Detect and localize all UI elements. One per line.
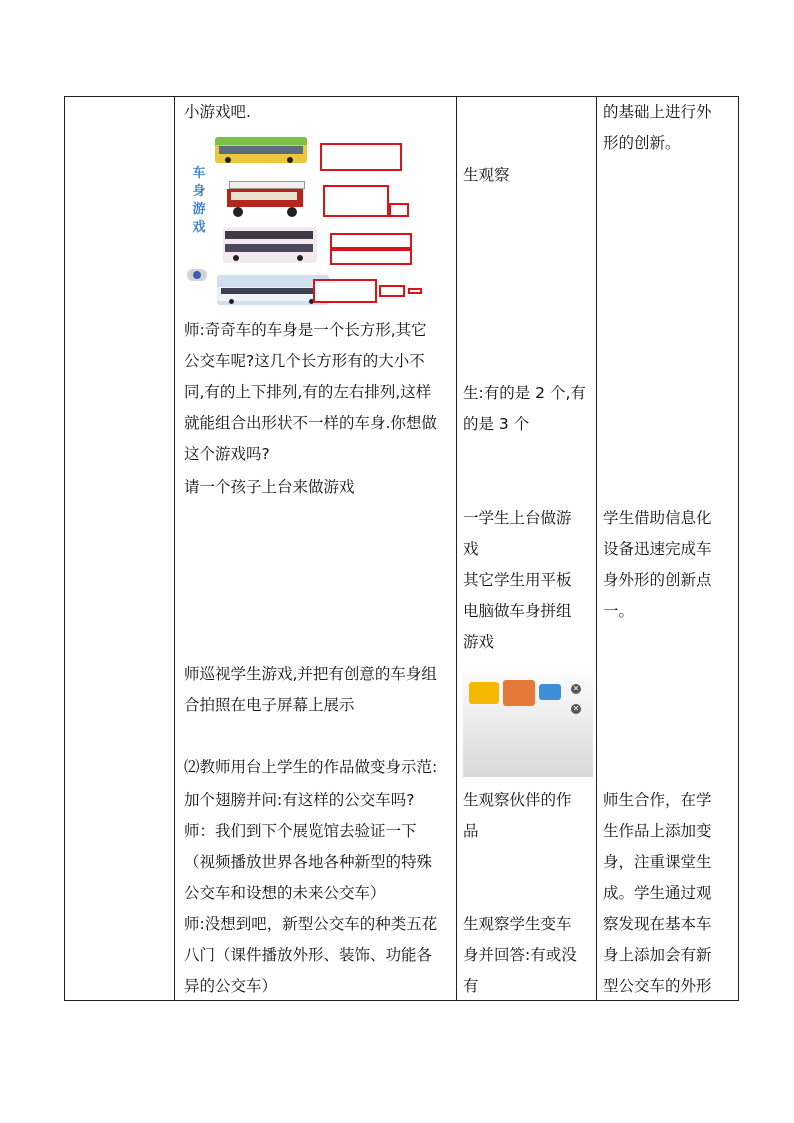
demo-text-3: 师：我们到下个展览馆去验证一下 — [184, 822, 417, 840]
blue-block — [539, 684, 561, 700]
close-x-icon[interactable]: ✕ — [572, 684, 580, 693]
play-button-icon[interactable] — [187, 269, 207, 281]
game-label-1: 车 — [192, 166, 206, 181]
observe-change-text-2: 身并回答:有或没 — [463, 946, 577, 964]
col-teacher-activity — [175, 97, 457, 1001]
answer-text-1: 生:有的是 2 个,有 — [463, 384, 586, 402]
play-text-2: 戏 — [463, 540, 479, 558]
teacher-prompt-5: 这个游戏吗? — [184, 445, 270, 463]
patrol-text-1: 师巡视学生游戏,并把有创意的车身组 — [184, 665, 437, 683]
lesson-table — [64, 96, 739, 1001]
observe-change-text-3: 有 — [463, 977, 479, 995]
col-student-activity — [457, 97, 597, 1001]
demo-text-4: （视频播放世界各地各种新型的特殊 — [184, 853, 433, 871]
demo-text-5: 公交车和设想的未来公交车） — [184, 884, 386, 902]
orange-block — [503, 680, 535, 706]
col-design-intent — [597, 97, 739, 1001]
intent-bottom-2: 生作品上添加变 — [603, 822, 712, 840]
demo-text-7: 八门（课件播放外形、装饰、功能各 — [184, 946, 433, 964]
rect-row-3 — [408, 288, 422, 294]
intent-bottom-7: 型公交车的外形 — [603, 977, 712, 995]
intent-bottom-3: 身，注重课堂生 — [603, 853, 712, 871]
bus-image-1 — [215, 137, 307, 163]
teacher-prompt-3: 同,有的上下排列,有的左右排列,这样 — [184, 383, 432, 401]
game-label-3: 游 — [192, 202, 206, 217]
play-text-3: 其它学生用平板 — [463, 571, 572, 589]
intent-mid-2: 设备迅速完成车 — [603, 540, 712, 558]
answer-text-2: 的是 3 个 — [463, 415, 530, 433]
intent-mid-3: 身外形的创新点 — [603, 571, 712, 589]
play-text-5: 游戏 — [463, 633, 495, 651]
demo-text-1: ⑵教师用台上学生的作品做变身示范: — [184, 758, 438, 776]
rect-stack-bottom — [330, 249, 412, 265]
rect-row-2 — [379, 285, 405, 297]
invite-text: 请一个孩子上台来做游戏 — [184, 478, 355, 496]
observe-change-text-1: 生观察学生变车 — [463, 915, 572, 933]
rect-single — [320, 143, 402, 171]
bus-game-illustration — [183, 133, 423, 309]
intent-top-1: 的基础上进行外 — [603, 103, 712, 121]
patrol-text-2: 合拍照在电子屏幕上展示 — [184, 696, 355, 714]
bus-image-2 — [223, 179, 309, 219]
close-x-icon[interactable]: ✕ — [572, 704, 580, 713]
observe-work-text-1: 生观察伙伴的作 — [463, 791, 572, 809]
demo-text-6: 师:没想到吧，新型公交车的种类五花 — [184, 915, 438, 933]
intro-text: 小游戏吧. — [184, 103, 251, 121]
bus-image-3 — [223, 227, 317, 263]
demo-text-2: 加个翅膀并问:有这样的公交车吗? — [184, 791, 415, 809]
intent-mid-1: 学生借助信息化 — [603, 509, 712, 527]
teacher-prompt-2: 公交车呢?这几个长方形有的大小不 — [184, 352, 425, 370]
rect-pair-small — [389, 203, 409, 217]
intent-mid-4: 一。 — [603, 602, 635, 620]
play-text-1: 一学生上台做游 — [463, 509, 572, 527]
observe-work-text-2: 品 — [463, 822, 479, 840]
game-label-2: 身 — [192, 184, 206, 199]
intent-bottom-5: 察发现在基本车 — [603, 915, 712, 933]
play-text-4: 电脑做车身拼组 — [463, 602, 572, 620]
student-work-screenshot — [463, 666, 593, 777]
intent-bottom-1: 师生合作，在学 — [603, 791, 712, 809]
col-blank — [65, 97, 175, 1001]
intent-bottom-6: 身上添加会有新 — [603, 946, 712, 964]
rect-pair-large — [323, 185, 389, 217]
teacher-prompt-1: 师:奇奇车的车身是一个长方形,其它 — [184, 321, 427, 339]
yellow-block — [469, 682, 499, 704]
rect-row-1 — [313, 279, 377, 303]
intent-top-2: 形的创新。 — [603, 134, 681, 152]
teacher-prompt-4: 就能组合出形状不一样的车身.你想做 — [184, 414, 437, 432]
observe-text: 生观察 — [463, 166, 510, 184]
rect-stack-top — [330, 233, 412, 249]
game-label-4: 戏 — [192, 220, 206, 235]
intent-bottom-4: 成。学生通过观 — [603, 884, 712, 902]
demo-text-8: 异的公交车） — [184, 977, 278, 995]
